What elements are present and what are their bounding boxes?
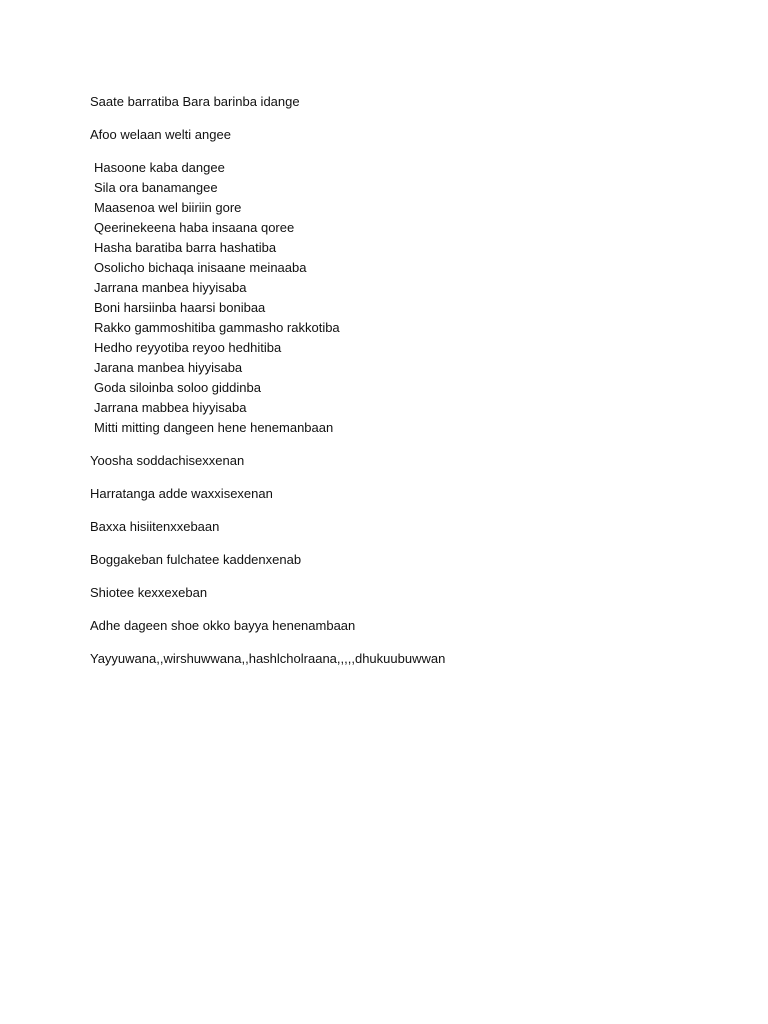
poem-line-1: Hasoone kaba dangee — [94, 160, 225, 175]
document-body — [90, 92, 710, 682]
poem-line-6: Osolicho bichaqa inisaane meinaaba — [94, 260, 307, 275]
poem-line-12: Goda siloinba soloo giddinba — [94, 380, 261, 395]
poem-line-11: Jarana manbea hiyyisaba — [94, 360, 243, 375]
poem-line-14: Mitti mitting dangeen hene henemanbaan — [94, 420, 334, 435]
poem-line-3: Maasenoa wel biiriin gore — [94, 200, 242, 215]
closing-line-6: Adhe dageen shoe okko bayya henenambaan — [90, 618, 356, 633]
closing-line-5: Shiotee kexxexeban — [90, 585, 208, 600]
poem-line-4: Qeerinekeena haba insaana qoree — [94, 220, 295, 235]
poem-line-10: Hedho reyyotiba reyoo hedhitiba — [94, 340, 282, 355]
intro-line-1: Saate barratiba Bara barinba idange — [90, 94, 300, 109]
intro-line-2: Afoo welaan welti angee — [90, 127, 231, 142]
poem-block — [90, 158, 710, 438]
closing-line-1: Yoosha soddachisexxenan — [90, 453, 245, 468]
poem-line-2: Sila ora banamangee — [94, 180, 218, 195]
closing-line-4: Boggakeban fulchatee kaddenxenab — [90, 552, 302, 567]
closing-line-7: Yayyuwana,,wirshuwwana,,hashlcholraana,,,,,dhukuubuwwan — [90, 651, 446, 666]
closing-line-3: Baxxa hisiitenxxebaan — [90, 519, 220, 534]
poem-line-13: Jarrana mabbea hiyyisaba — [94, 400, 247, 415]
poem-line-7: Jarrana manbea hiyyisaba — [94, 280, 247, 295]
poem-line-9: Rakko gammoshitiba gammasho rakkotiba — [94, 320, 340, 335]
poem-line-5: Hasha baratiba barra hashatiba — [94, 240, 277, 255]
poem-line-8: Boni harsiinba haarsi bonibaa — [94, 300, 266, 315]
closing-line-2: Harratanga adde waxxisexenan — [90, 486, 273, 501]
